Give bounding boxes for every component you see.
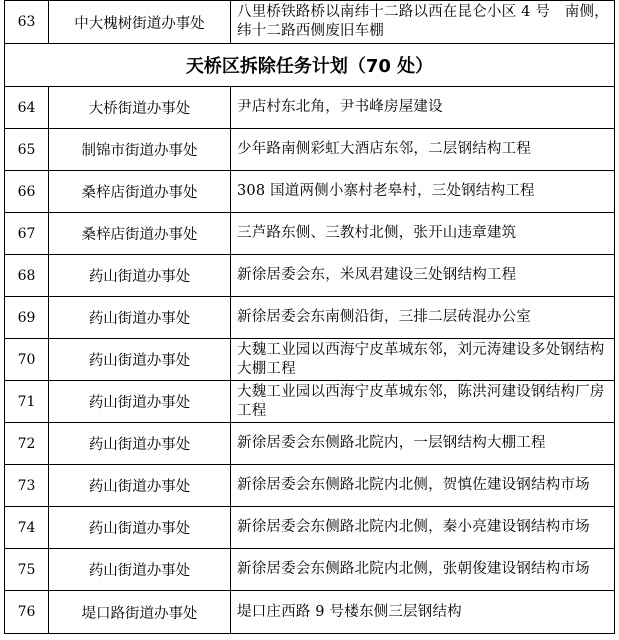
task-description: 新徐居委会东侧路北院内北侧，秦小亮建设钢结构市场 bbox=[231, 507, 615, 549]
row-number: 63 bbox=[5, 1, 49, 44]
office-name: 中大槐树街道办事处 bbox=[49, 1, 231, 44]
office-name: 药山街道办事处 bbox=[49, 255, 231, 297]
office-name: 药山街道办事处 bbox=[49, 339, 231, 381]
task-description: 新徐居委会东，米凤君建设三处钢结构工程 bbox=[231, 255, 615, 297]
row-number: 74 bbox=[5, 507, 49, 549]
row-number: 72 bbox=[5, 423, 49, 465]
task-description: 尹店村东北角，尹书峰房屋建设 bbox=[231, 87, 615, 129]
row-number: 73 bbox=[5, 465, 49, 507]
row-number: 75 bbox=[5, 549, 49, 591]
office-name: 桑梓店街道办事处 bbox=[49, 171, 231, 213]
demolition-task-table bbox=[4, 0, 615, 634]
row-number: 65 bbox=[5, 129, 49, 171]
table-row bbox=[5, 507, 615, 549]
row-number: 67 bbox=[5, 213, 49, 255]
table-row bbox=[5, 1, 615, 44]
section-heading-row bbox=[5, 44, 615, 87]
table-row bbox=[5, 591, 615, 634]
row-number: 64 bbox=[5, 87, 49, 129]
office-name: 药山街道办事处 bbox=[49, 381, 231, 423]
office-name: 药山街道办事处 bbox=[49, 507, 231, 549]
task-description: 八里桥铁路桥以南纬十二路以西在昆仑小区 4 号 南侧，纬十二路西侧废旧车棚 bbox=[231, 1, 615, 44]
table-row bbox=[5, 423, 615, 465]
row-number: 70 bbox=[5, 339, 49, 381]
table-row bbox=[5, 339, 615, 381]
row-number: 66 bbox=[5, 171, 49, 213]
document-page bbox=[4, 0, 614, 634]
table-row bbox=[5, 213, 615, 255]
row-number: 71 bbox=[5, 381, 49, 423]
office-name: 药山街道办事处 bbox=[49, 549, 231, 591]
row-number: 76 bbox=[5, 591, 49, 634]
office-name: 药山街道办事处 bbox=[49, 423, 231, 465]
office-name: 药山街道办事处 bbox=[49, 297, 231, 339]
table-row bbox=[5, 549, 615, 591]
office-name: 大桥街道办事处 bbox=[49, 87, 231, 129]
table-row bbox=[5, 129, 615, 171]
table-row bbox=[5, 171, 615, 213]
office-name: 制锦市街道办事处 bbox=[49, 129, 231, 171]
task-description: 308 国道两侧小寨村老皋村，三处钢结构工程 bbox=[231, 171, 615, 213]
office-name: 堤口路街道办事处 bbox=[49, 591, 231, 634]
task-description: 三芦路东侧、三教村北侧，张开山违章建筑 bbox=[231, 213, 615, 255]
table-row bbox=[5, 465, 615, 507]
task-description: 少年路南侧彩虹大酒店东邻，二层钢结构工程 bbox=[231, 129, 615, 171]
task-description: 新徐居委会东侧路北院内北侧，贺慎佐建设钢结构市场 bbox=[231, 465, 615, 507]
section-heading: 天桥区拆除任务计划（70 处） bbox=[5, 44, 615, 87]
task-description: 新徐居委会东南侧沿街，三排二层砖混办公室 bbox=[231, 297, 615, 339]
task-description: 新徐居委会东侧路北院内北侧，张朝俊建设钢结构市场 bbox=[231, 549, 615, 591]
row-number: 69 bbox=[5, 297, 49, 339]
table-row bbox=[5, 381, 615, 423]
table-row bbox=[5, 297, 615, 339]
task-description: 大魏工业园以西海宁皮革城东邻，刘元涛建设多处钢结构大棚工程 bbox=[231, 339, 615, 381]
task-description: 堤口庄西路 9 号楼东侧三层钢结构 bbox=[231, 591, 615, 634]
row-number: 68 bbox=[5, 255, 49, 297]
task-description: 大魏工业园以西海宁皮革城东邻，陈洪河建设钢结构厂房工程 bbox=[231, 381, 615, 423]
office-name: 桑梓店街道办事处 bbox=[49, 213, 231, 255]
table-row bbox=[5, 87, 615, 129]
office-name: 药山街道办事处 bbox=[49, 465, 231, 507]
task-description: 新徐居委会东侧路北院内，一层钢结构大棚工程 bbox=[231, 423, 615, 465]
table-row bbox=[5, 255, 615, 297]
